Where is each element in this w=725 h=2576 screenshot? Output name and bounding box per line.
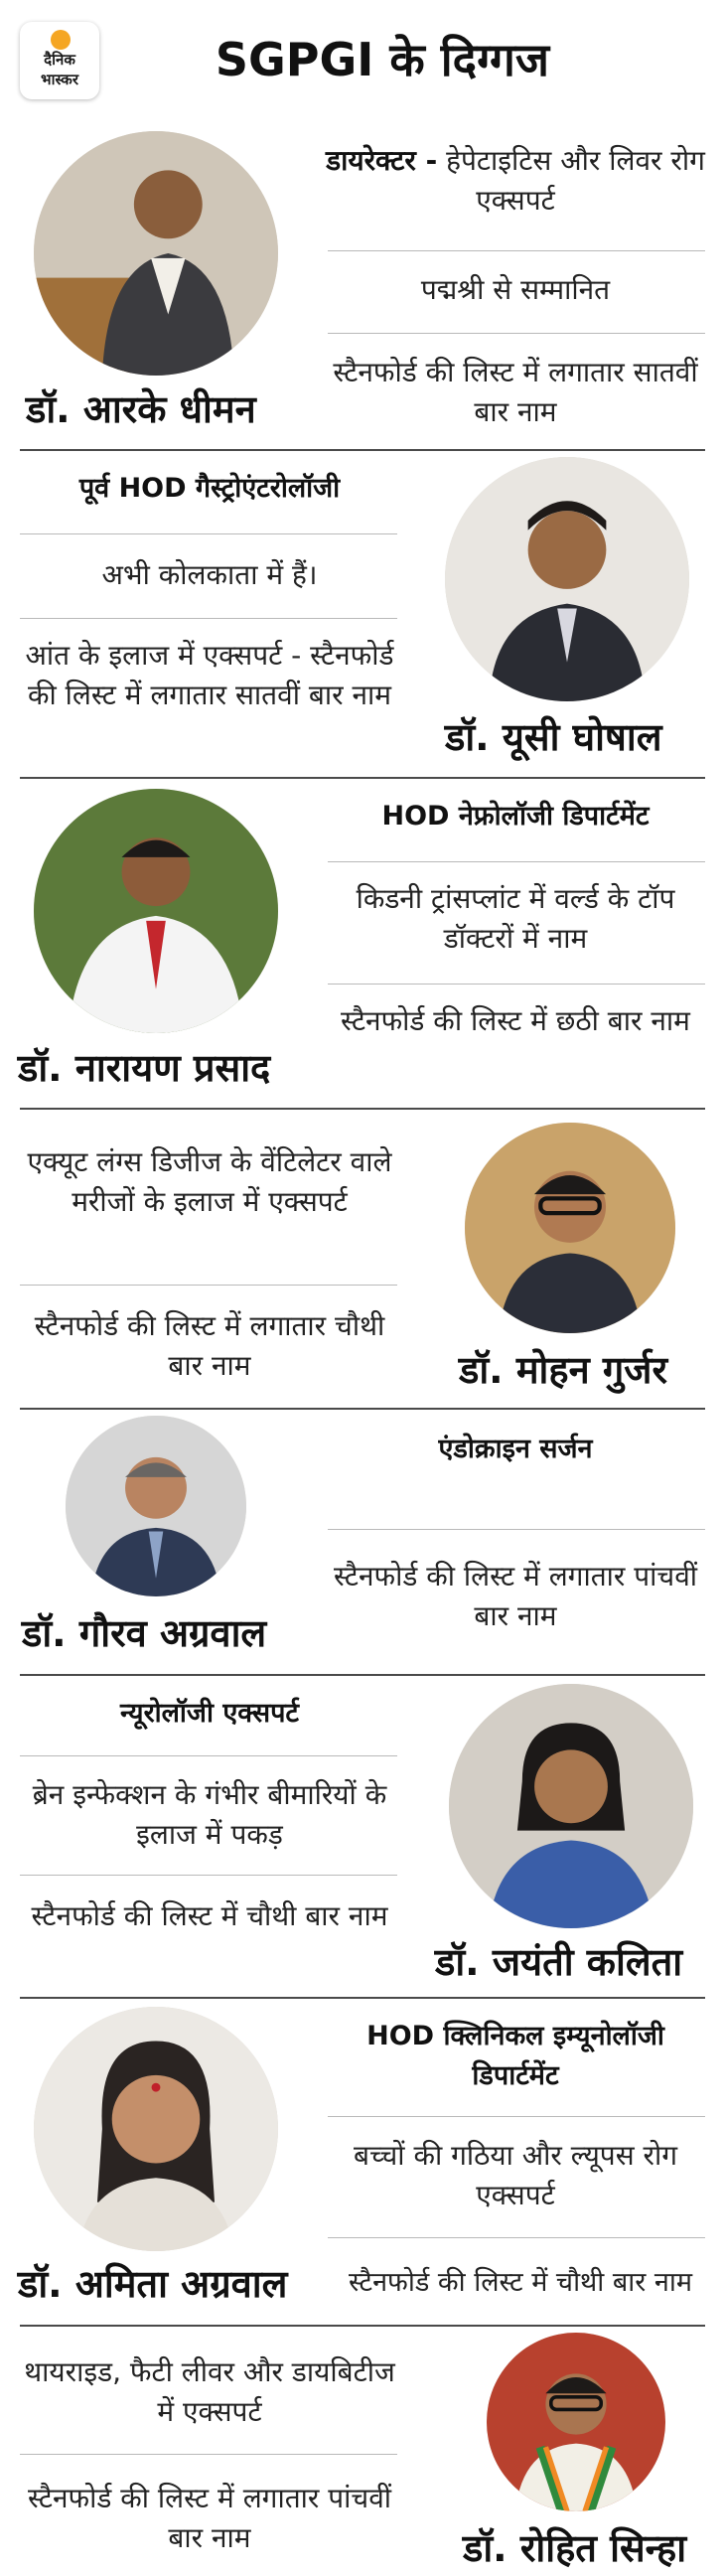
role-prefix: डायरेक्टर - xyxy=(326,144,438,177)
doctor-point: किडनी ट्रांसप्लांट में वर्ल्ड के टॉप डॉक्टरों में नाम xyxy=(356,882,675,955)
dainik-bhaskar-logo xyxy=(20,22,99,99)
divider xyxy=(328,984,705,985)
doctor-role: एंडोक्राइन सर्जन xyxy=(438,1434,593,1464)
doctor-card-4 xyxy=(0,1108,725,1408)
doctor-photo xyxy=(487,2333,665,2511)
doctor-point: आंत के इलाज में एक्सपर्ट - स्टैनफोर्ड की लिस्ट में लगातार सातवीं बार नाम xyxy=(25,639,394,711)
doctor-name: डॉ. रोहित सिन्हा xyxy=(463,2526,687,2570)
divider xyxy=(328,333,705,334)
doctor-card-3 xyxy=(0,777,725,1108)
divider xyxy=(328,1529,705,1530)
doctor-photo xyxy=(66,1416,246,1596)
page-title: SGPGI के दिग्गज xyxy=(215,33,550,86)
doctor-point: ब्रेन इन्फेक्शन के गंभीर बीमारियों के इलाज में पकड़ xyxy=(32,1778,387,1851)
doctor-card-6 xyxy=(0,1674,725,1997)
doctor-name: डॉ. गौरव अग्रवाल xyxy=(22,1611,267,1655)
sun-icon xyxy=(51,30,71,50)
doctor-photo xyxy=(34,131,278,376)
divider xyxy=(328,861,705,862)
doctor-role xyxy=(326,141,705,221)
doctor-role: HOD नेफ्रोलॉजी डिपार्टमेंट xyxy=(381,801,650,832)
doctor-point: स्टैनफोर्ड की लिस्ट में चौथी बार नाम xyxy=(348,2267,693,2298)
doctor-card-8 xyxy=(0,2325,725,2576)
divider xyxy=(20,618,397,619)
role-text: हेपेटाइटिस और लिवर रोग एक्सपर्ट xyxy=(446,144,705,217)
doctor-name: डॉ. आरके धीमन xyxy=(26,387,256,431)
doctor-point: स्टैनफोर्ड की लिस्ट में चौथी बार नाम xyxy=(31,1899,388,1932)
doctor-photo xyxy=(465,1123,675,1333)
doctor-role: HOD क्लिनिकल इम्यूनोलॉजी डिपार्टमेंट xyxy=(366,2021,664,2091)
doctor-point: एक्यूट लंग्स डिजीज के वेंटिलेटर वाले मरीजों के इलाज में एक्सपर्ट xyxy=(27,1145,392,1218)
divider xyxy=(328,2116,705,2117)
doctor-point: पद्मश्री से सम्मानित xyxy=(420,273,611,306)
doctor-photo xyxy=(34,789,278,1033)
doctor-point: स्टैनफोर्ड की लिस्ट में छठी बार नाम xyxy=(341,1004,690,1037)
divider xyxy=(20,1755,397,1756)
doctor-point: स्टैनफोर्ड की लिस्ट में लगातार सातवीं बार नाम xyxy=(333,356,698,428)
doctor-name: डॉ. यूसी घोषाल xyxy=(445,715,662,759)
divider xyxy=(20,2454,397,2455)
divider xyxy=(20,1875,397,1876)
divider xyxy=(328,2237,705,2238)
divider xyxy=(20,533,397,534)
doctor-card-1 xyxy=(0,121,725,449)
doctor-name: डॉ. जयंती कलिता xyxy=(435,1940,683,1984)
doctor-name: डॉ. मोहन गुर्जर xyxy=(459,1348,668,1392)
doctor-photo xyxy=(449,1684,693,1928)
doctor-point: थायराइड, फैटी लीवर और डायबिटीज में एक्सपर्ट xyxy=(24,2355,395,2428)
doctor-card-2 xyxy=(0,449,725,777)
doctor-name: डॉ. अमिता अग्रवाल xyxy=(18,2262,288,2306)
doctor-photo xyxy=(34,2007,278,2251)
doctor-point: स्टैनफोर्ड की लिस्ट में लगातार चौथी बार नाम xyxy=(34,1309,385,1382)
doctor-card-5 xyxy=(0,1408,725,1674)
doctor-point: स्टैनफोर्ड की लिस्ट में लगातार पांचवीं बार नाम xyxy=(27,2482,392,2554)
doctor-name: डॉ. नारायण प्रसाद xyxy=(18,1046,271,1090)
doctor-point: अभी कोलकाता में हैं। xyxy=(101,558,318,591)
logo-text-line2: भास्कर xyxy=(41,71,78,88)
doctor-card-7 xyxy=(0,1997,725,2325)
divider xyxy=(328,250,705,251)
doctor-point: बच्चों की गठिया और ल्यूपस रोग एक्सपर्ट xyxy=(353,2139,678,2211)
header xyxy=(0,0,725,121)
doctor-photo xyxy=(445,457,689,701)
doctor-role: पूर्व HOD गैस्ट्रोएंटरोलॉजी xyxy=(78,473,341,504)
divider xyxy=(20,1285,397,1286)
doctor-point: स्टैनफोर्ड की लिस्ट में लगातार पांचवीं बार नाम xyxy=(333,1560,698,1632)
logo-text-line1: दैनिक xyxy=(44,51,75,69)
doctor-role: न्यूरोलॉजी एक्सपर्ट xyxy=(119,1698,300,1729)
